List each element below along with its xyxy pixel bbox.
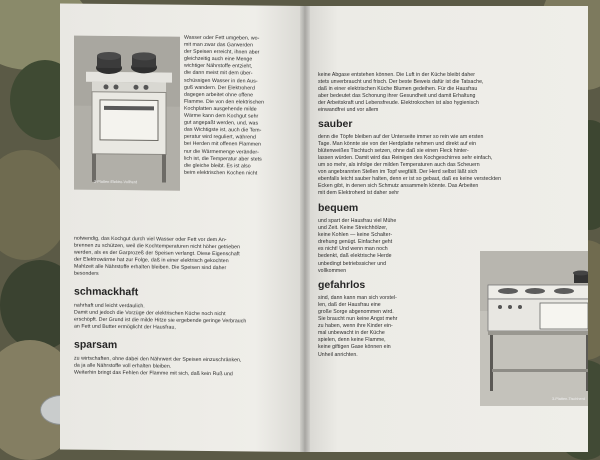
text-line: zu wirtschaften, ohne dabei den Nährwert der Speisen einzuschränken, xyxy=(74,355,242,364)
text-line: brennen zu schützen, weil die Kochtemperaturen nicht höher getrieben xyxy=(74,242,241,251)
text-line: es nicht! Und wenn man noch xyxy=(318,246,388,253)
text-line: mit man zwar das Garwerden xyxy=(184,41,254,49)
text-line: an Fett und Butter ermöglicht der Hausfrau, xyxy=(74,323,176,331)
text-line: bei Herden mit offenen Flammen xyxy=(184,141,261,148)
text-line: Weiterhin bringt das Fehlen der Flamme mit sich, daß kein Ruß und xyxy=(74,369,233,378)
text-column-left xyxy=(318,202,432,359)
text-line: erschöpft. Der Grund ist die milde Hitze sie ergebende geringe Verbrauch xyxy=(74,316,247,325)
left-page xyxy=(60,3,304,452)
text-line: das Wichtigste ist, auch die Tem- xyxy=(184,126,262,134)
text-line: von angebrannten Stellen im Topf wegfällt. Der Herd selbst läßt sich xyxy=(318,169,478,176)
stove-photo xyxy=(74,36,180,191)
text-column-right xyxy=(184,35,302,178)
text-line: gut angepaßt werden, und, was xyxy=(184,119,259,127)
text-line: zu haben, wenn ihre Kinder ein- xyxy=(318,323,393,330)
table-stove-photo xyxy=(480,251,588,406)
text-block-top xyxy=(318,72,580,197)
text-line: Tage. Man könnte sie von der Herdplatte nehmen und direkt auf ein xyxy=(318,140,477,147)
text-line: nahrhaft und leicht verdaulich. xyxy=(74,302,145,309)
open-booklet xyxy=(60,6,585,452)
text-line: der Elektrowärme hat zur Folge, daß in einer elektrisch gekochten xyxy=(74,256,229,265)
book-spine-shadow xyxy=(300,6,310,452)
text-line: mit dem Elektroherd ist daher sehr xyxy=(318,190,399,197)
photo-caption: 3-Platten-Tischherd xyxy=(552,397,585,401)
text-line: stets unverbraucht und frisch. Der beste Beweis dafür ist die Tatsache, xyxy=(318,79,484,86)
text-line: denn die Töpfe bleiben auf der Unterseite immer so rein wie am ersten xyxy=(318,133,484,140)
section-heading: gefahrlos xyxy=(318,278,366,291)
text-line: Damit und jedoch die Vorzüge der elektrischen Küche noch nicht xyxy=(74,309,226,317)
text-line: Wärme kann dem Kochgut sehr xyxy=(184,112,259,120)
text-line: keine Abgase entstehen können. Die Luft in der Küche bleibt daher xyxy=(318,72,475,78)
text-line: lassen würden. Damit wird das Reinigen des Kochgeschirres sehr einfach, xyxy=(318,154,493,161)
text-block-full xyxy=(74,236,300,380)
text-line: Kochplatten ausgehende milde xyxy=(184,105,257,113)
section-heading: sparsam xyxy=(74,338,118,351)
text-line: lich ist, die Temperatur aber stets xyxy=(184,155,262,163)
text-line: spielen, denn keine Flamme, xyxy=(318,337,386,344)
text-line: Flamme. Die von den elektrischen xyxy=(184,98,265,106)
text-line: werden, als es der Garprozeß der Speisen verlangt. Diese Eigenschaft xyxy=(74,249,240,258)
text-line: wichtiger Nährstoffe entzieht, xyxy=(184,63,253,70)
text-line: da ja alle Nährstoffe voll erhalten bleiben. xyxy=(74,362,172,370)
section-heading: sauber xyxy=(318,117,353,130)
text-line: die dann meist mit dem über- xyxy=(184,70,253,77)
electric-stove-image xyxy=(74,36,180,191)
text-line: Ecken gibt, in denen sich Schmutz ansammeln könnte. Das Arbeiten xyxy=(318,183,479,190)
text-line: einwandfrei und vor allem xyxy=(318,107,379,114)
text-line: unbedingt betriebssicher und xyxy=(318,260,387,267)
text-line: der Speisen erreicht, ihnen aber xyxy=(184,48,260,56)
text-line: drehung genügt. Einfacher geht xyxy=(318,239,393,246)
text-line: um so mehr, als infolge der milden Temperaturen auch das Scheuern xyxy=(318,161,480,168)
text-line: peratur wird reguliert, während xyxy=(184,134,256,141)
text-line: sind, dann kann man sich vorstel- xyxy=(318,294,397,301)
text-line: blütenweißes Tischtuch setzen, ohne daß sie einen Fleck hinter- xyxy=(318,147,469,154)
text-line: Wasser oder Fett umgeben, wo- xyxy=(184,34,260,42)
text-line: Sie braucht nun keine Angst mehr xyxy=(318,316,398,323)
text-line: keine Kohlen — keine Schalter- xyxy=(318,232,393,239)
text-line: aber bedeutet das Schonung ihrer Gesundheit und damit Erhaltung xyxy=(318,93,476,100)
photo-caption: 3-Platten-Elektro-Vollherd xyxy=(94,179,138,185)
text-line: vollkommen xyxy=(318,267,347,274)
text-line: beim elektrischen Kochen nicht xyxy=(184,169,258,177)
text-line: dagegen arbeitet ohne offene xyxy=(184,91,254,99)
text-line: gleichzeitig auch eine Menge xyxy=(184,56,253,63)
right-page xyxy=(304,6,588,452)
text-line: daß in einer elektrischen Küche Blumen gedeihen. Für die Hausfrau xyxy=(318,86,478,93)
text-line: Unheil anrichten. xyxy=(318,351,358,358)
text-line: und spart der Hausfrau viel Mühe xyxy=(318,218,397,224)
section-heading: schmackhaft xyxy=(74,285,139,298)
text-line: len, daß der Hausfrau eine xyxy=(318,301,381,308)
text-line: keine giftigen Gase können ein xyxy=(318,344,391,351)
table-stove-image xyxy=(480,251,588,406)
section-heading: bequem xyxy=(318,202,359,214)
text-line: nur die Wärmemenge veränder- xyxy=(184,148,259,156)
text-line: mal unbewacht in der Küche xyxy=(318,330,385,337)
text-line: die gleiche bleibt. Es ist also xyxy=(184,162,251,170)
text-line: besonders xyxy=(74,271,99,278)
text-line: schüssigen Wasser in den Aus- xyxy=(184,77,258,85)
text-line: Mahlzeit alle Nährstoffe erhalten bleiben. Die Speisen sind daher xyxy=(74,263,227,272)
text-line: bedenkt, daß elektrische Herde xyxy=(318,253,392,260)
text-line: ebenfalls leicht sauber halten, denn er ist so gebaut, daß es keine versteckten xyxy=(318,176,502,183)
text-line: und Zeit. Keine Streichhölzer, xyxy=(318,225,388,232)
text-line: der Arbeitskraft und Lebensfreude. Elektrokochen ist also hygienisch xyxy=(318,100,479,107)
text-line: große Sorge abgenommen wird. xyxy=(318,308,394,315)
text-line: guß wandern. Der Elektroherd xyxy=(184,84,255,92)
text-line: notwendig, das Kochgut durch viel Wasser oder Fett vor dem An- xyxy=(74,235,227,244)
